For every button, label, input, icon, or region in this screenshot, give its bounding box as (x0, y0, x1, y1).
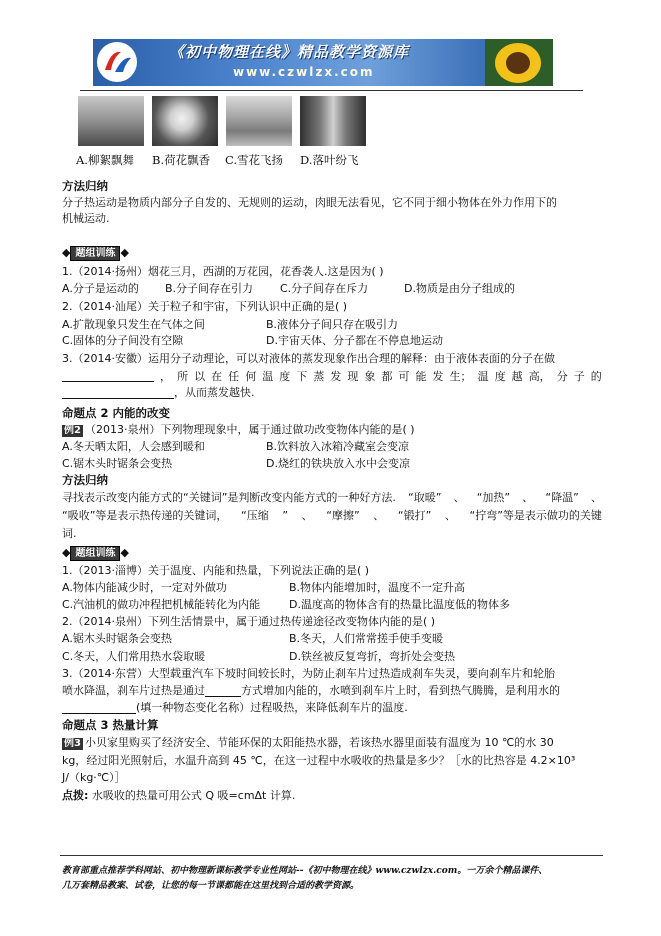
drill2-question-3-line1: 3.（2014·东营）大型载重汽车下坡时间较长时，为防止刹车片过热造成刹车失灵，要向刹车片和轮胎 (62, 667, 555, 680)
drill1-q1-option-a: A.分子是运动的 (62, 282, 139, 295)
logo-icon (97, 42, 137, 82)
drill1-q2-option-c: C.固体的分子间没有空隙 (62, 334, 184, 347)
method-heading-2: 方法归纳 (62, 473, 108, 487)
drill2-question-3-line2: 喷水降温，刹车片过热是通过 方式增加内能的，水喷到刹车片上时，看到热气腾腾，是利用水的 (62, 684, 560, 697)
q3-line2-part-5: 何 (245, 370, 257, 383)
drill2-q2-option-d: D.铁丝被反复弯折，弯折处会变热 (289, 650, 455, 663)
q3-line2-part-18: 温 (477, 370, 489, 383)
q3-line2-part-3: 在 (211, 370, 223, 383)
q3-line2-part-15: 能 (415, 370, 427, 383)
photo-caption-c: C.雪花飞扬 (225, 153, 284, 167)
topic3-tip: 点拨: 水吸收的热量可用公式 Q 吸=cmΔt 计算. (62, 789, 296, 802)
photo-caption-d: D.落叶纷飞 (300, 153, 359, 167)
drill1-question-2: 2.（2014·汕尾）关于粒子和宇宙，下列认识中正确的是( ) (62, 300, 348, 313)
drill1-question-3-line2 (62, 370, 602, 383)
drill1-question-1: 1.（2014·扬州）烟花三月，西湖的万花园，花香袭人.这是因为( ) (62, 265, 384, 278)
answer-blank[interactable] (62, 370, 154, 382)
method2-line1-part-5: “降温” (545, 491, 579, 504)
method2-line2-part-0: “吸收”等是表示热传递的关键词， (62, 509, 228, 522)
method2-line2-part-7: 、 (444, 509, 456, 522)
footer-line-2: 几万套精品教案、试卷，让您的每一节课都能在这里找到合适的教学资源。 (62, 881, 360, 891)
answer-blank[interactable] (205, 685, 241, 697)
drill1-q2-option-a: A.扩散现象只发生在气体之间 (62, 318, 205, 331)
q3-line2-part-20: 越 (511, 370, 523, 383)
header-divider (80, 90, 583, 91)
snowflakes-photo (226, 96, 292, 146)
footer-line-1: 教育部重点推荐学科网站、初中物理新课标教学专业性网站--《初中物理在线》www.czwlzx.com。一万余个精品课件、 (62, 866, 548, 876)
banner-title: 《初中物理在线》精品教学资源库 (169, 43, 410, 61)
drill2-q2-option-b: B.冬天，人们常常搓手使手变暖 (289, 632, 444, 645)
drill1-q2-option-b: B.液体分子间只存在吸引力 (266, 318, 399, 331)
q3-line2-part-11: 现 (347, 370, 359, 383)
drill2-question-1: 1.（2013·淄博）关于温度、内能和热量，下列说法正确的是( ) (62, 564, 370, 577)
topic2-option-a: A.冬天晒太阳，人会感到暖和 (62, 440, 205, 453)
q3-line2-part-7: 度 (279, 370, 291, 383)
q3-line2-part-6: 温 (262, 370, 274, 383)
method2-line2-part-2: ” (282, 509, 289, 522)
topic2-option-d: D.烧红的铁块放入水中会变凉 (266, 457, 410, 470)
drill1-q1-option-c: C.分子间存在斥力 (280, 282, 369, 295)
q3-line2-part-17: 生； (449, 370, 472, 383)
method2-line2-part-3: 、 (301, 509, 313, 522)
topic-heading-2: 命题点 2 内能的改变 (62, 406, 171, 420)
willow-catkins-photo (78, 96, 144, 146)
example-tag: 例3 (64, 738, 81, 749)
q3-line2-part-4: 任 (228, 370, 240, 383)
method-heading-1: 方法归纳 (62, 179, 108, 193)
drill-tag-1: ◆ 题组训练 ◆ (62, 246, 129, 259)
q3-line2-part-12: 象 (364, 370, 376, 383)
method-text-1-line2: 机械运动. (62, 212, 110, 225)
topic-heading-3: 命题点 3 热量计算 (62, 718, 159, 732)
drill2-q1-option-a: A.物体内能减少时，一定对外做功 (62, 581, 227, 594)
method2-line1-part-1: “取暖” (408, 491, 442, 504)
method2-line2-part-4: “摩擦” (326, 509, 360, 522)
drill1-question-3-line1: 3.（2014·安徽）运用分子动理论，可以对液体的蒸发现象作出合理的解释：由于液体表面的分子在做 (62, 352, 555, 365)
example-2: 例2 （2013·泉州）下列物理现象中，属于通过做功改变物体内能的是( ) (64, 423, 415, 436)
drill1-q1-option-d: D.物质是由分子组成的 (404, 282, 515, 295)
drill1-question-3-line3: ，从而蒸发越快. (62, 386, 255, 399)
q3-line2-part-10: 发 (330, 370, 342, 383)
q3-line2-part-1: 所 (177, 370, 189, 383)
method2-line2-part-8: “拧弯”等是表示做功的关键 (469, 509, 602, 522)
q3-line2-part-16: 发 (432, 370, 444, 383)
method-text-2-line2 (62, 509, 602, 522)
drill1-q1-option-b: B.分子间存在引力 (165, 282, 254, 295)
drill1-q2-option-d: D.宇宙天体、分子都在不停息地运动 (266, 334, 443, 347)
q3-line2-part-8: 下 (296, 370, 308, 383)
topic3-line2: kg，经过阳光照射后，水温升高到 45 ℃，在这一过程中水吸收的热量是多少？［水的比热容是 4.2×10³ (62, 754, 576, 767)
method2-line2-part-6: “锻打” (397, 509, 432, 522)
topic2-option-c: C.锯木头时锯条会变热 (62, 457, 173, 470)
method-text-2-line1 (62, 491, 602, 504)
method-text-2-line3: 词. (62, 527, 77, 540)
sunflower-icon (485, 39, 553, 86)
banner-url[interactable]: www.czwlzx.com (233, 65, 375, 79)
drill2-question-2: 2.（2014·泉州）下列生活情景中，属于通过热传递途径改变物体内能的是( ) (62, 615, 436, 628)
method2-line1-part-2: 、 (453, 491, 465, 504)
drill-tag-2: ◆ 题组训练 ◆ (62, 546, 129, 559)
method2-line1-part-6: 、 (590, 491, 602, 504)
photo-caption-b: B.荷花飘香 (152, 153, 211, 167)
q3-line2-part-0: ， (160, 370, 172, 383)
q3-line2-part-24: 的 (590, 370, 602, 383)
drill2-q1-option-b: B.物体内能增加时，温度不一定升高 (289, 581, 466, 594)
falling-leaves-photo (300, 96, 366, 146)
header-banner (93, 39, 553, 86)
drill2-q1-option-d: D.温度高的物体含有的热量比温度低的物体多 (289, 598, 510, 611)
drill2-q1-option-c: C.汽油机的做功冲程把机械能转化为内能 (62, 598, 261, 611)
q3-line2-part-23: 子 (573, 370, 585, 383)
q3-line2-part-9: 蒸 (313, 370, 325, 383)
photo-caption-a: A.柳絮飘舞 (76, 153, 134, 167)
q3-line2-part-13: 都 (381, 370, 393, 383)
drill2-q2-option-a: A.锯木头时锯条会变热 (62, 632, 172, 645)
q3-line2-part-14: 可 (398, 370, 410, 383)
q3-line2-part-19: 度 (494, 370, 506, 383)
drill2-question-3-line3: (填一种物态变化名称）过程吸热，来降低刹车片的温度. (62, 701, 408, 714)
q3-line2-part-22: 分 (556, 370, 568, 383)
topic2-option-b: B.饮料放入冰箱冷藏室会变凉 (266, 440, 410, 453)
q3-line2-part-2: 以 (194, 370, 206, 383)
example-tag: 例2 (64, 425, 81, 436)
method2-line1-part-0: 寻找表示改变内能方式的“关键词”是判断改变内能方式的一种好方法. (62, 491, 396, 504)
topic3-line3: J/（kg·℃）］ (62, 771, 126, 784)
footer-divider (60, 855, 603, 856)
lotus-photo (152, 96, 218, 146)
q3-line2-part-21: 高， (528, 370, 551, 383)
method2-line1-part-4: 、 (522, 491, 534, 504)
answer-blank[interactable] (62, 702, 136, 714)
answer-blank[interactable] (62, 387, 174, 399)
method2-line1-part-3: “加热” (476, 491, 511, 504)
method-text-1-line1: 分子热运动是物质内部分子自发的、无规则的运动，肉眼无法看见，它不同于细小物体在外力作用下的 (62, 196, 557, 209)
method2-line2-part-5: 、 (373, 509, 385, 522)
topic3-line1: 例3 小贝家里购买了经济安全、节能环保的太阳能热水器，若该热水器里面装有温度为 10 ℃的水 30 (64, 736, 554, 749)
method2-line2-part-1: “压缩 (241, 509, 269, 522)
drill2-q2-option-c: C.冬天，人们常用热水袋取暖 (62, 650, 206, 663)
